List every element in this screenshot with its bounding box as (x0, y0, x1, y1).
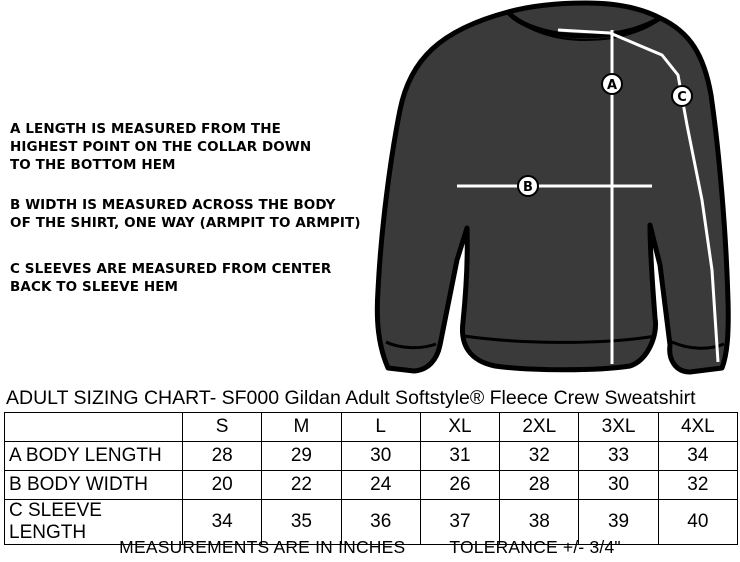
label-b: B (523, 180, 533, 195)
table-cell: 28 (500, 471, 579, 500)
note-sleeve: C SLEEVES ARE MEASURED FROM CENTER BACK TO SLEEVE HEM (10, 261, 332, 295)
size-header: 3XL (579, 413, 658, 442)
size-chart-table (4, 412, 738, 545)
row-label: C SLEEVE LENGTH (5, 500, 183, 545)
table-cell: 36 (341, 500, 420, 545)
table-cell: 40 (658, 500, 737, 545)
table-cell: 32 (500, 442, 579, 471)
header-corner (5, 413, 183, 442)
measurement-footer (0, 537, 740, 558)
row-label: B BODY WIDTH (5, 471, 183, 500)
chart-title: ADULT SIZING CHART- SF000 Gildan Adult Softstyle® Fleece Crew Sweatshirt (6, 387, 696, 409)
table-cell: 35 (262, 500, 341, 545)
size-header: 4XL (658, 413, 737, 442)
size-header: 2XL (500, 413, 579, 442)
row-label: A BODY LENGTH (5, 442, 183, 471)
table-cell: 37 (420, 500, 499, 545)
table-cell: 30 (579, 471, 658, 500)
measurement-notes (10, 120, 380, 318)
table-cell: 24 (341, 471, 420, 500)
tolerance-note: TOLERANCE +/- 3/4" (449, 537, 621, 557)
table-cell: 29 (262, 442, 341, 471)
sweatshirt-diagram (372, 0, 740, 380)
table-cell: 38 (500, 500, 579, 545)
table-row (5, 471, 738, 500)
table-cell: 26 (420, 471, 499, 500)
table-cell: 22 (262, 471, 341, 500)
note-width: B WIDTH IS MEASURED ACROSS THE BODY OF THE SHIRT, ONE WAY (ARMPIT TO ARMPIT) (10, 197, 361, 231)
table-cell: 31 (420, 442, 499, 471)
table-cell: 20 (183, 471, 262, 500)
table-header-row (5, 413, 738, 442)
table-cell: 32 (658, 471, 737, 500)
label-c: C (677, 90, 687, 105)
label-a: A (606, 78, 618, 93)
table-cell: 28 (183, 442, 262, 471)
table-row (5, 442, 738, 471)
table-cell: 30 (341, 442, 420, 471)
size-header: S (183, 413, 262, 442)
units-note: MEASUREMENTS ARE IN INCHES (119, 537, 406, 557)
table-cell: 34 (658, 442, 737, 471)
table-cell: 34 (183, 500, 262, 545)
size-header: M (262, 413, 341, 442)
size-header: XL (420, 413, 499, 442)
table-cell: 39 (579, 500, 658, 545)
size-header: L (341, 413, 420, 442)
table-cell: 33 (579, 442, 658, 471)
note-length: A LENGTH IS MEASURED FROM THE HIGHEST POINT ON THE COLLAR DOWN TO THE BOTTOM HEM (10, 121, 312, 173)
